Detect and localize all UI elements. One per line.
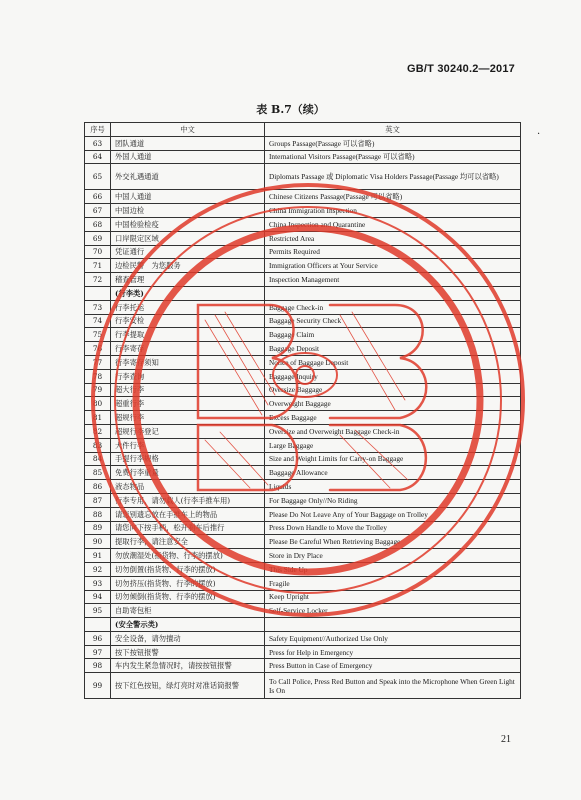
table-header-row [85, 123, 521, 137]
standard-id: GB/T 30240.2—2017 [407, 63, 515, 75]
cell-no: 76 [85, 342, 111, 356]
cell-chinese: 外国人通道 [111, 150, 265, 164]
cell-english: Inspection Management [265, 273, 521, 287]
cell-no: 70 [85, 245, 111, 259]
cell-no [85, 286, 111, 300]
cell-chinese: 车内发生紧急情况时，请按按钮报警 [111, 659, 265, 673]
cell-no: 63 [85, 136, 111, 150]
cell-chinese: 行李寄存 [111, 342, 265, 356]
cell-no: 96 [85, 631, 111, 645]
cell-chinese: 请您向下按手柄，松开刹车后推行 [111, 521, 265, 535]
table-row [85, 383, 521, 397]
cell-chinese: 自助寄包柜 [111, 604, 265, 618]
table-row [85, 549, 521, 563]
cell-no: 86 [85, 480, 111, 494]
cell-no: 83 [85, 438, 111, 452]
table-row [85, 204, 521, 218]
cell-no: 72 [85, 273, 111, 287]
cell-english: For Baggage Only//No Riding [265, 493, 521, 507]
cell-no: 99 [85, 673, 111, 699]
cell-chinese: 超规行李 [111, 411, 265, 425]
cell-no: 75 [85, 328, 111, 342]
table-row [85, 645, 521, 659]
cell-no: 77 [85, 355, 111, 369]
cell-english: Excess Baggage [265, 411, 521, 425]
table-row [85, 259, 521, 273]
cell-no: 66 [85, 190, 111, 204]
table-row [85, 397, 521, 411]
cell-no: 85 [85, 466, 111, 480]
cell-no: 90 [85, 535, 111, 549]
table-row [85, 493, 521, 507]
table-row [85, 590, 521, 604]
cell-chinese: 按下按钮报警 [111, 645, 265, 659]
cell-chinese: 中国检验检疫 [111, 217, 265, 231]
table-row [85, 136, 521, 150]
cell-chinese: 外交礼遇通道 [111, 164, 265, 190]
cell-english: Baggage Security Check [265, 314, 521, 328]
cell-english: Baggage Claim [265, 328, 521, 342]
table-row [85, 631, 521, 645]
cell-no: 97 [85, 645, 111, 659]
table-row [85, 507, 521, 521]
table-row [85, 604, 521, 618]
cell-chinese: 行李提取 [111, 328, 265, 342]
table-row [85, 521, 521, 535]
table-row [85, 150, 521, 164]
cell-english: Please Be Careful When Retrieving Baggage [265, 535, 521, 549]
table-row [85, 659, 521, 673]
cell-english: Immigration Officers at Your Service [265, 259, 521, 273]
table-row [85, 411, 521, 425]
table-row [85, 562, 521, 576]
cell-english: Size and Weight Limits for Carry-on Baggage [265, 452, 521, 466]
cell-english: Keep Upright [265, 590, 521, 604]
cell-english: China Immigration Inspection [265, 204, 521, 218]
table-row [85, 355, 521, 369]
cell-no: 74 [85, 314, 111, 328]
cell-english: To Call Police, Press Red Button and Speak into the Microphone When Green Light Is On [265, 673, 521, 699]
cell-english: Safety Equipment//Authorized Use Only [265, 631, 521, 645]
cell-english: Baggage Inquiry [265, 369, 521, 383]
section-row [85, 618, 521, 632]
cell-chinese: 大件行李 [111, 438, 265, 452]
table-row [85, 273, 521, 287]
cell-no [85, 618, 111, 632]
cell-no: 67 [85, 204, 111, 218]
cell-english: Liquids [265, 480, 521, 494]
cell-english: China Inspection and Quarantine [265, 217, 521, 231]
cell-no: 98 [85, 659, 111, 673]
table-row [85, 164, 521, 190]
cell-chinese: 行李安检 [111, 314, 265, 328]
cell-english: Diplomats Passage 或 Diplomatic Visa Holders Passage(Passage 均可以省略) [265, 164, 521, 190]
cell-chinese: 勿放潮湿处(指货物、行李的摆放) [111, 549, 265, 563]
table-row [85, 480, 521, 494]
cell-english: Permits Required [265, 245, 521, 259]
cell-no: 69 [85, 231, 111, 245]
cell-chinese: 行李托运 [111, 300, 265, 314]
cell-english: Chinese Citizens Passage(Passage 可以省略) [265, 190, 521, 204]
cell-chinese: 切勿挤压(指货物、行李的摆放) [111, 576, 265, 590]
cell-english: Press Down Handle to Move the Trolley [265, 521, 521, 535]
table-row [85, 673, 521, 699]
table-row [85, 466, 521, 480]
cell-chinese: 超规行李登记 [111, 424, 265, 438]
cell-chinese: 切勿倒置(指货物、行李的摆放) [111, 562, 265, 576]
cell-english: Groups Passage(Passage 可以省略) [265, 136, 521, 150]
cell-chinese: 提取行李，请注意安全 [111, 535, 265, 549]
table-row [85, 328, 521, 342]
cell-no: 65 [85, 164, 111, 190]
cell-chinese: 凭证通行 [111, 245, 265, 259]
cell-english: This Side Up [265, 562, 521, 576]
cell-english: Self-Service Locker [265, 604, 521, 618]
table-row [85, 424, 521, 438]
cell-no: 88 [85, 507, 111, 521]
cell-no: 94 [85, 590, 111, 604]
column-header-no: 序号 [85, 123, 111, 137]
cell-chinese: 中国人通道 [111, 190, 265, 204]
cell-english: Store in Dry Place [265, 549, 521, 563]
cell-english: Large Baggage [265, 438, 521, 452]
table-row [85, 231, 521, 245]
cell-chinese: 安全设备，请勿擅动 [111, 631, 265, 645]
cell-no: 92 [85, 562, 111, 576]
section-row [85, 286, 521, 300]
terms-table [84, 122, 521, 699]
cell-english: Oversize Baggage [265, 383, 521, 397]
column-header-english: 英文 [265, 123, 521, 137]
table-row [85, 217, 521, 231]
cell-no: 79 [85, 383, 111, 397]
cell-no: 78 [85, 369, 111, 383]
cell-english: Overweight Baggage [265, 397, 521, 411]
cell-chinese: 切勿倾倒(指货物、行李的摆放) [111, 590, 265, 604]
cell-chinese: 中国边检 [111, 204, 265, 218]
cell-english: Please Do Not Leave Any of Your Baggage on Trolley [265, 507, 521, 521]
margin-dot: . [537, 126, 541, 137]
page-number: 21 [501, 734, 511, 745]
cell-english: Baggage Allowance [265, 466, 521, 480]
cell-chinese: 按下红色按钮，绿灯亮时对准话筒报警 [111, 673, 265, 699]
cell-no: 95 [85, 604, 111, 618]
cell-no: 82 [85, 424, 111, 438]
table-body [85, 136, 521, 698]
cell-no: 84 [85, 452, 111, 466]
table-row [85, 369, 521, 383]
cell-chinese: 行李查询 [111, 369, 265, 383]
column-header-chinese: 中文 [111, 123, 265, 137]
cell-english: Baggage Deposit [265, 342, 521, 356]
cell-chinese: 手提行李规格 [111, 452, 265, 466]
cell-chinese: (安全警示类) [111, 618, 265, 632]
cell-no: 73 [85, 300, 111, 314]
cell-chinese: 请您别遗忘放在手推车上的物品 [111, 507, 265, 521]
cell-chinese: (行李类) [111, 286, 265, 300]
cell-chinese: 边检民警 为您服务 [111, 259, 265, 273]
table-row [85, 342, 521, 356]
table-row [85, 452, 521, 466]
table-row [85, 535, 521, 549]
cell-english: Baggage Check-in [265, 300, 521, 314]
cell-english: Press for Help in Emergency [265, 645, 521, 659]
cell-no: 80 [85, 397, 111, 411]
table-row [85, 576, 521, 590]
cell-chinese: 口岸限定区域 [111, 231, 265, 245]
cell-no: 64 [85, 150, 111, 164]
cell-chinese: 团队通道 [111, 136, 265, 150]
cell-english: Fragile [265, 576, 521, 590]
cell-no: 89 [85, 521, 111, 535]
cell-no: 91 [85, 549, 111, 563]
cell-chinese: 行李专用，请勿载人(行李手推车用) [111, 493, 265, 507]
cell-no: 93 [85, 576, 111, 590]
table-row [85, 245, 521, 259]
cell-english: International Visitors Passage(Passage 可以省略) [265, 150, 521, 164]
cell-english [265, 618, 521, 632]
table-caption: 表 B.7（续） [256, 103, 325, 116]
cell-chinese: 免费行李重量 [111, 466, 265, 480]
cell-english [265, 286, 521, 300]
table-row [85, 300, 521, 314]
cell-chinese: 液态物品 [111, 480, 265, 494]
cell-no: 87 [85, 493, 111, 507]
cell-english: Restricted Area [265, 231, 521, 245]
cell-chinese: 行李寄存须知 [111, 355, 265, 369]
cell-no: 71 [85, 259, 111, 273]
cell-english: Oversize and Overweight Baggage Check-in [265, 424, 521, 438]
cell-english: Press Button in Case of Emergency [265, 659, 521, 673]
cell-chinese: 稽查管理 [111, 273, 265, 287]
cell-english: Notice of Baggage Deposit [265, 355, 521, 369]
cell-chinese: 超大行李 [111, 383, 265, 397]
cell-no: 68 [85, 217, 111, 231]
cell-no: 81 [85, 411, 111, 425]
table-row [85, 438, 521, 452]
table-row [85, 314, 521, 328]
table-row [85, 190, 521, 204]
cell-chinese: 超重行李 [111, 397, 265, 411]
